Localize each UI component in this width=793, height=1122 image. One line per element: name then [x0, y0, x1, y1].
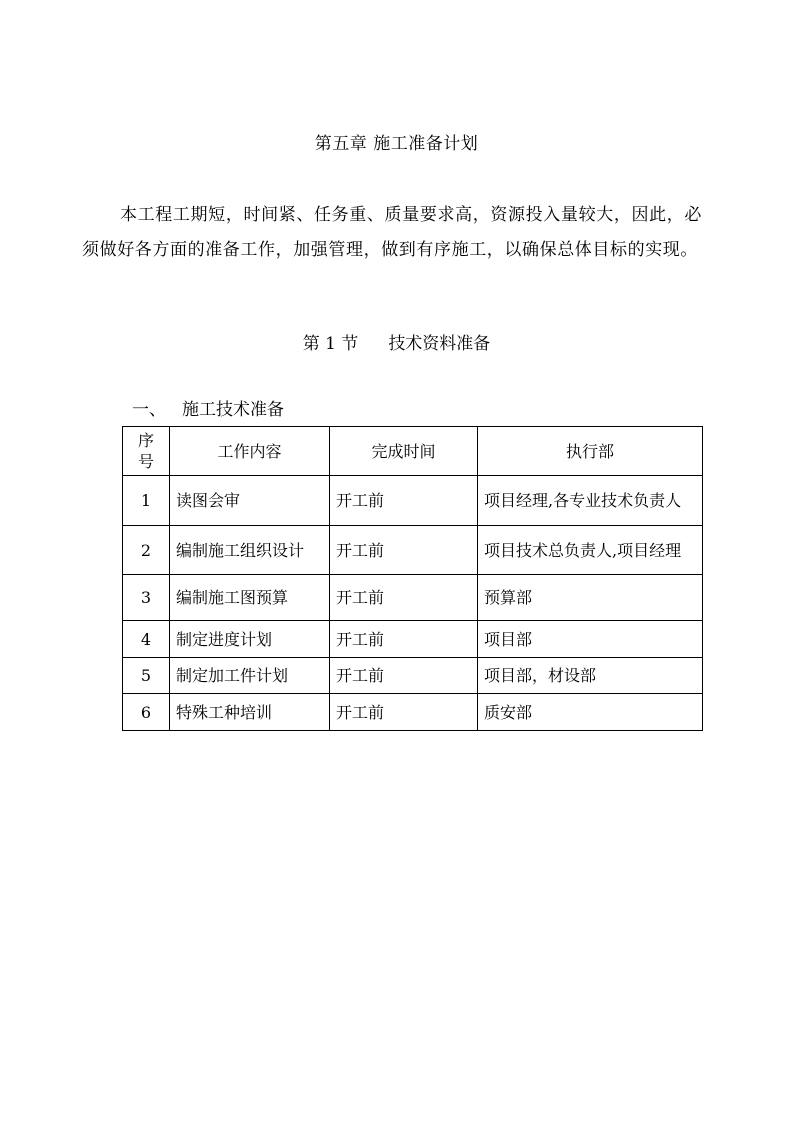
table-row [123, 694, 703, 731]
row-item: 编制施工组织设计 [170, 526, 330, 575]
header-owner: 执行部 [478, 427, 703, 476]
row-time: 开工前 [330, 621, 478, 658]
row-item: 编制施工图预算 [170, 575, 330, 621]
header-item: 工作内容 [170, 427, 330, 476]
table-header-row [123, 427, 703, 476]
row-no: 1 [123, 476, 170, 526]
row-owner: 项目部，材设部 [478, 658, 703, 694]
row-owner: 项目经理,各专业技术负责人 [478, 476, 703, 526]
table-row [123, 476, 703, 526]
row-time: 开工前 [330, 658, 478, 694]
header-no-line2: 号 [137, 452, 154, 471]
section-title: 技术资料准备 [388, 334, 491, 354]
row-time: 开工前 [330, 694, 478, 731]
row-no: 6 [123, 694, 170, 731]
section-heading [0, 332, 793, 356]
row-time: 开工前 [330, 575, 478, 621]
header-no [123, 427, 170, 476]
row-item: 特殊工种培训 [170, 694, 330, 731]
row-no: 5 [123, 658, 170, 694]
table-row [123, 575, 703, 621]
section-number: 第 1 节 [302, 334, 359, 354]
row-owner: 预算部 [478, 575, 703, 621]
row-item: 读图会审 [170, 476, 330, 526]
row-owner: 项目技术总负责人,项目经理 [478, 526, 703, 575]
subsection-index: 一、 [132, 400, 166, 420]
row-item: 制定加工件计划 [170, 658, 330, 694]
subsection-title: 施工技术准备 [182, 400, 284, 420]
table-row [123, 621, 703, 658]
row-item: 制定进度计划 [170, 621, 330, 658]
header-time: 完成时间 [330, 427, 478, 476]
row-time: 开工前 [330, 526, 478, 575]
row-time: 开工前 [330, 476, 478, 526]
row-no: 2 [123, 526, 170, 575]
chapter-title: 第五章 施工准备计划 [314, 134, 479, 154]
preparation-table [122, 426, 703, 731]
header-no-line1: 序 [137, 431, 154, 450]
table-row [123, 658, 703, 694]
row-owner: 项目部 [478, 621, 703, 658]
row-no: 3 [123, 575, 170, 621]
subsection-heading [132, 398, 284, 422]
table-row [123, 526, 703, 575]
row-owner: 质安部 [478, 694, 703, 731]
intro-paragraph: 本工程工期短，时间紧、任务重、质量要求高，资源投入量较大，因此，必须做好各方面的准备工作，加强管理，做到有序施工，以确保总体目标的实现。 [82, 205, 702, 260]
row-no: 4 [123, 621, 170, 658]
